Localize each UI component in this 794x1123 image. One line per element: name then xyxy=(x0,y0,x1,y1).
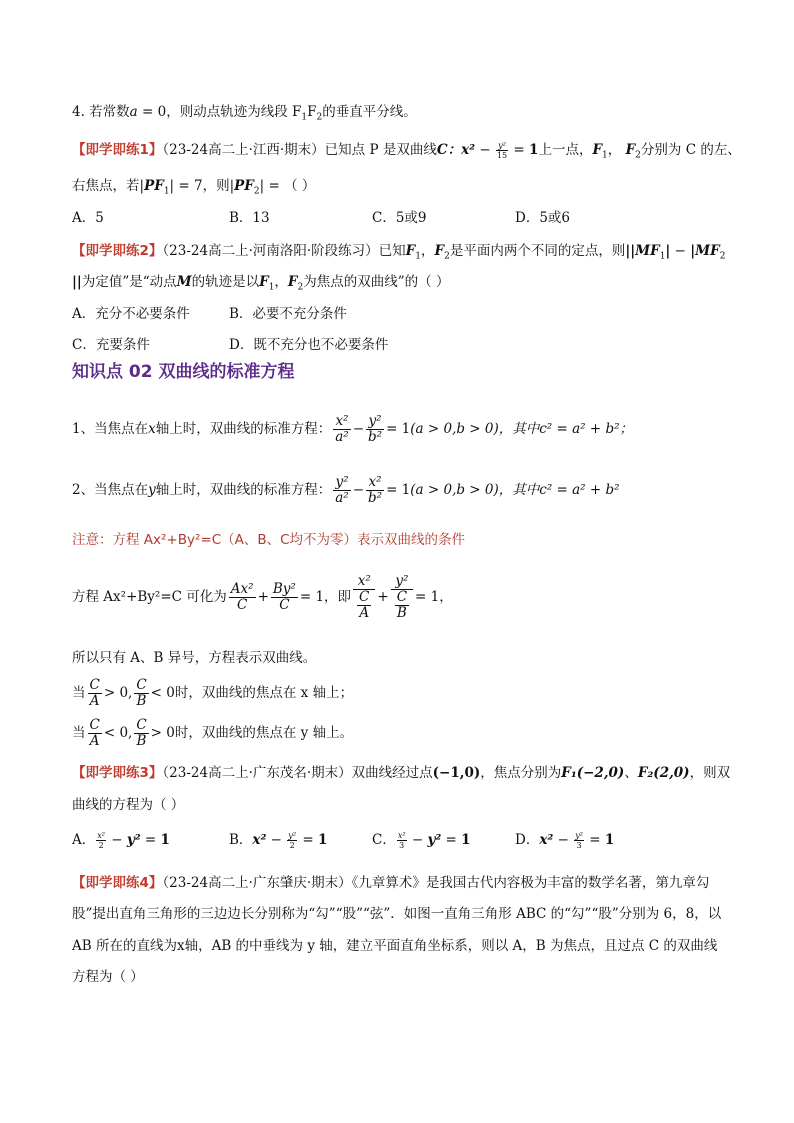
exercise-1-option-c[interactable]: C．5或9 xyxy=(372,210,427,226)
standard-eq-x: 1、当焦点在x轴上时，双曲线的标准方程： $\frac{\text{x²}}{\text{a²}}$ − $\frac{\text{y²}}{\text{b²}}$ = 1(a > 0,b > 0)，其中c² = a² + b²； xyxy=(72,413,634,445)
exercise-1-tag: 【即学即练1】 xyxy=(72,142,163,158)
section-title: 知识点 02 双曲线的标准方程 xyxy=(72,362,295,382)
exercise-1-line-2: 右焦点，若$|PF_1| = 7$，则$|PF_2|$ = （ ） xyxy=(72,178,316,197)
exercise-3-tag: 【即学即练3】 xyxy=(72,765,163,781)
std1-rel: c² = a² + b²； xyxy=(539,421,634,437)
var-a: a xyxy=(129,104,138,120)
std1-mid: 轴上时，双曲线的标准方程： xyxy=(155,421,332,437)
item4-pre: 4. 若常数 xyxy=(72,104,130,120)
frac-x2-b2: $\frac{\text{x²}}{\text{b²}}$ xyxy=(368,474,383,506)
exercise-4-line-1 xyxy=(72,873,754,893)
frac-x2-c-over-a: $\frac{\text{x²}}{\frac{C}{A}}$ xyxy=(353,574,375,621)
frac-x2-a2: $\frac{\text{x²}}{\text{a²}}$ xyxy=(335,413,349,445)
exercise-2-option-d[interactable]: D．既不充分也不必要条件 xyxy=(229,337,389,353)
exercise-2-line2: 为定值”是“动点 xyxy=(81,274,177,290)
exercise-2-tag: 【即学即练2】 xyxy=(72,243,163,259)
case-y-axis: 当 $\frac{C}{A}$ < 0, $\frac{C}{B}$ > 0时，双曲线的焦点在 y 轴上。 xyxy=(72,717,354,749)
exercise-3-f1: F₁(−2,0) xyxy=(561,765,625,781)
exercise-3-line-2: 曲线的方程为（ ） xyxy=(72,797,185,813)
frac-y2-b2: $\frac{\text{y²}}{\text{b²}}$ xyxy=(368,413,383,445)
std1-pre: 1、当焦点在 xyxy=(72,421,149,437)
frac-y2-c-over-b: $\frac{\text{y²}}{\frac{C}{B}}$ xyxy=(391,574,413,621)
exercise-4-line-4: 方程为（ ） xyxy=(72,969,144,985)
exercise-3-option-d[interactable]: D．x² − $\frac{\text{y²}}{3}$ = 1 xyxy=(515,831,615,850)
frac-y2-15: $\frac{\text{y²}}{15}$ xyxy=(496,141,508,160)
exercise-2-option-b[interactable]: B．必要不充分条件 xyxy=(229,306,347,322)
case1-end: 时，双曲线的焦点在 x 轴上； xyxy=(174,685,354,701)
exercise-3-option-a[interactable]: A． $\frac{\text{x²}}{2}$ − y² = 1 xyxy=(72,831,170,850)
std2-rel: c² = a² + b² xyxy=(539,482,620,498)
exercise-3-f2: F₂(2,0) xyxy=(637,765,690,781)
exercise-2-line1: （23-24高二上·河南洛阳·阶段练习）已知 xyxy=(162,243,406,259)
exercise-2-option-a[interactable]: A．充分不必要条件 xyxy=(72,306,190,322)
case-x-axis: 当 $\frac{C}{A}$ > 0, $\frac{C}{B}$ < 0时，双曲线的焦点在 x 轴上； xyxy=(72,677,354,709)
exercise-2-option-c[interactable]: C．充要条件 xyxy=(72,337,150,353)
note: 注意：方程 Ax²+By²=C（A、B、C均不为零）表示双曲线的条件 xyxy=(72,532,466,548)
exercise-3-mid: ，焦点分别为 xyxy=(480,765,562,781)
exercise-2-line2c: 为焦点的双曲线”的（ ） xyxy=(303,274,450,290)
conv-pre: 方程 Ax²+By²=C 可化为 xyxy=(72,589,227,605)
frac-by2-c: $\frac{\text{By²}}{C}$ xyxy=(272,581,296,613)
frac-ax2-c: $\frac{\text{Ax²}}{C}$ xyxy=(230,581,254,613)
exercise-1-line-1: 【即学即练1】（23-24高二上·江西·期末）已知点 P 是双曲线C：x² − $\frac{\text{y²}}{15}$ = 1上一点，$F_1$， $F_2$分别为 C 的左、 xyxy=(72,141,741,161)
exercise-1-line2-text: 右焦点，若 xyxy=(72,178,140,194)
std2-cond: (a > 0,b > 0)，其中 xyxy=(410,482,540,498)
case1-pre: 当 xyxy=(72,685,86,701)
std1-axis: x xyxy=(148,421,156,437)
frac-y2-a2: $\frac{\text{y²}}{\text{a²}}$ xyxy=(335,474,349,506)
exercise-4-tag: 【即学即练4】 xyxy=(72,875,163,891)
frac-c-b-1: $\frac{C}{B}$ xyxy=(136,677,147,709)
exercise-3-option-b[interactable]: B．x² − $\frac{\text{y²}}{2}$ = 1 xyxy=(229,831,328,850)
exercise-3-line1: （23-24高二上·广东茂名·期末）双曲线经过点 xyxy=(162,765,433,781)
std2-pre: 2、当焦点在 xyxy=(72,482,149,498)
exercise-3-end: ，则双 xyxy=(689,765,731,781)
item-4: 4. 若常数a = 0，则动点轨迹为线段 $F_1F_2$的垂直平分线。 xyxy=(72,104,417,123)
exercise-1-rest2: 分别为 C 的左、 xyxy=(640,142,741,158)
conv-mid: = 1，即 xyxy=(299,589,352,605)
exercise-4-line-2: 股”提出直角三角形的三边边长分别称为“勾”“股”“弦”．如图一直角三角形 ABC 的“勾”“股”分别为 6，8，以 xyxy=(72,906,722,922)
exercise-3-sep: 、 xyxy=(624,765,638,781)
conclusion: 所以只有 A、B 异号，方程表示双曲线。 xyxy=(72,650,317,666)
exercise-1-eq-lhs: C： xyxy=(436,142,462,158)
exercise-2-line-1: 【即学即练2】（23-24高二上·河南洛阳·阶段练习）已知$F_1$，$F_2$是平面内两个不同的定点，则$||MF_1| - |MF_2$ xyxy=(72,243,726,262)
exercise-4-line-3: AB 所在的直线为x轴，AB 的中垂线为 y 轴，建立平面直角坐标系，则以 A，B 为焦点，且过点 C 的双曲线 xyxy=(72,938,718,954)
std2-axis: y xyxy=(148,482,156,498)
exercise-1-option-d[interactable]: D．5或6 xyxy=(515,210,571,226)
exercise-1-source: （23-24高二上·江西·期末）已知点 P 是双曲线 xyxy=(162,142,437,158)
case2-pre: 当 xyxy=(72,725,86,741)
conv-end: = 1， xyxy=(415,589,453,605)
exercise-3-point: (−1,0) xyxy=(432,765,481,781)
exercise-2-line1b: 是平面内两个不同的定点，则 xyxy=(449,243,626,259)
exercise-2-line-2: ||为定值”是“动点M的轨迹是以$F_1$，$F_2$为焦点的双曲线”的（ ） xyxy=(72,274,450,293)
exercise-3-line-1 xyxy=(72,763,754,783)
frac-c-a-1: $\frac{C}{A}$ xyxy=(89,677,100,709)
std1-cond: (a > 0,b > 0)，其中 xyxy=(410,421,540,437)
item4-post: 的垂直平分线。 xyxy=(322,104,417,120)
item4-cond: = 0，则动点轨迹为线段 F xyxy=(137,104,302,120)
exercise-4-line1: （23-24高二上·广东肇庆·期末）《九章算术》是我国古代内容极为丰富的数学名著，第九章勾 xyxy=(162,875,710,891)
conversion-line: 方程 Ax²+By²=C 可化为 $\frac{\text{Ax²}}{C}$ + $\frac{\text{By²}}{C}$ = 1，即 $\frac{\text{x²}}{\frac{C}{A}}$ + $\frac{\text{y²}}{\frac{C}{B}}$ = 1， xyxy=(72,573,453,621)
exercise-2-line2b: 的轨迹是以 xyxy=(191,274,260,290)
exercise-1-option-a[interactable]: A．5 xyxy=(72,210,104,226)
exercise-1-option-b[interactable]: B．13 xyxy=(229,210,270,226)
exercise-3-option-c[interactable]: C． $\frac{\text{x²}}{3}$ − y² = 1 xyxy=(372,831,471,850)
frac-c-a-2: $\frac{C}{A}$ xyxy=(89,717,100,749)
standard-eq-y: 2、当焦点在y轴上时，双曲线的标准方程： $\frac{\text{y²}}{\text{a²}}$ − $\frac{\text{x²}}{\text{b²}}$ = 1(a > 0,b > 0)，其中c² = a² + b² xyxy=(72,474,620,506)
frac-c-b-2: $\frac{C}{B}$ xyxy=(136,717,147,749)
item4-mid: F xyxy=(307,104,317,120)
exercise-1-cond: | = 7，则 xyxy=(169,178,230,194)
case2-end: 时，双曲线的焦点在 y 轴上。 xyxy=(174,725,354,741)
exercise-1-end: | = （ ） xyxy=(259,178,316,194)
exercise-1-rest1: 上一点， xyxy=(538,142,593,158)
std2-mid: 轴上时，双曲线的标准方程： xyxy=(155,482,332,498)
